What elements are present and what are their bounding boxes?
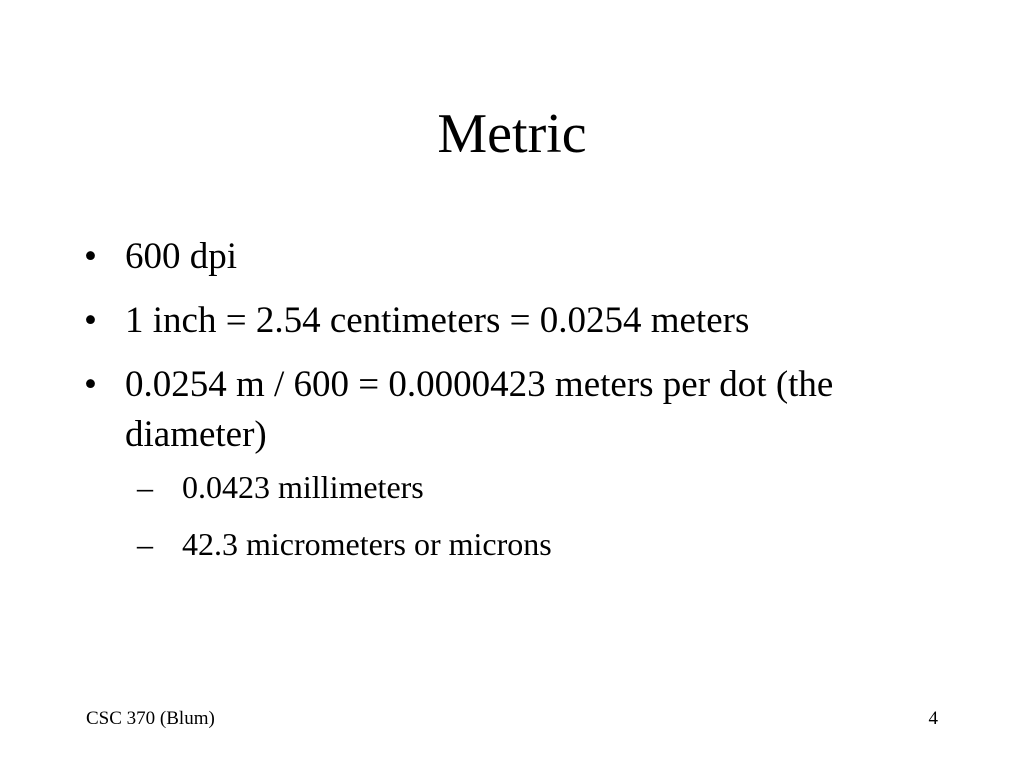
bullet-marker: • [84, 364, 97, 405]
slide-title: Metric [437, 103, 587, 165]
bullet-marker: • [84, 236, 97, 277]
bullet-item [84, 360, 944, 565]
footer-course: CSC 370 (Blum) [86, 708, 215, 729]
sub-bullet-text: 42.3 micrometers or microns [182, 526, 552, 562]
sub-bullet-text: 0.0423 millimeters [182, 469, 424, 505]
bullet-item [84, 232, 944, 282]
sub-bullet-item [137, 466, 944, 508]
bullet-text: 1 inch = 2.54 centimeters = 0.0254 meters [125, 300, 750, 341]
sub-bullet-marker: – [137, 526, 153, 562]
sub-bullet-item [137, 523, 944, 565]
footer-page-number: 4 [928, 708, 938, 729]
bullet-list [84, 232, 944, 580]
sub-bullet-list [125, 466, 944, 565]
sub-bullet-marker: – [137, 469, 153, 505]
bullet-text: 600 dpi [125, 236, 238, 277]
bullet-marker: • [84, 300, 97, 341]
bullet-item [84, 296, 944, 346]
bullet-text: 0.0254 m / 600 = 0.0000423 meters per dot (the diameter) [125, 364, 834, 455]
